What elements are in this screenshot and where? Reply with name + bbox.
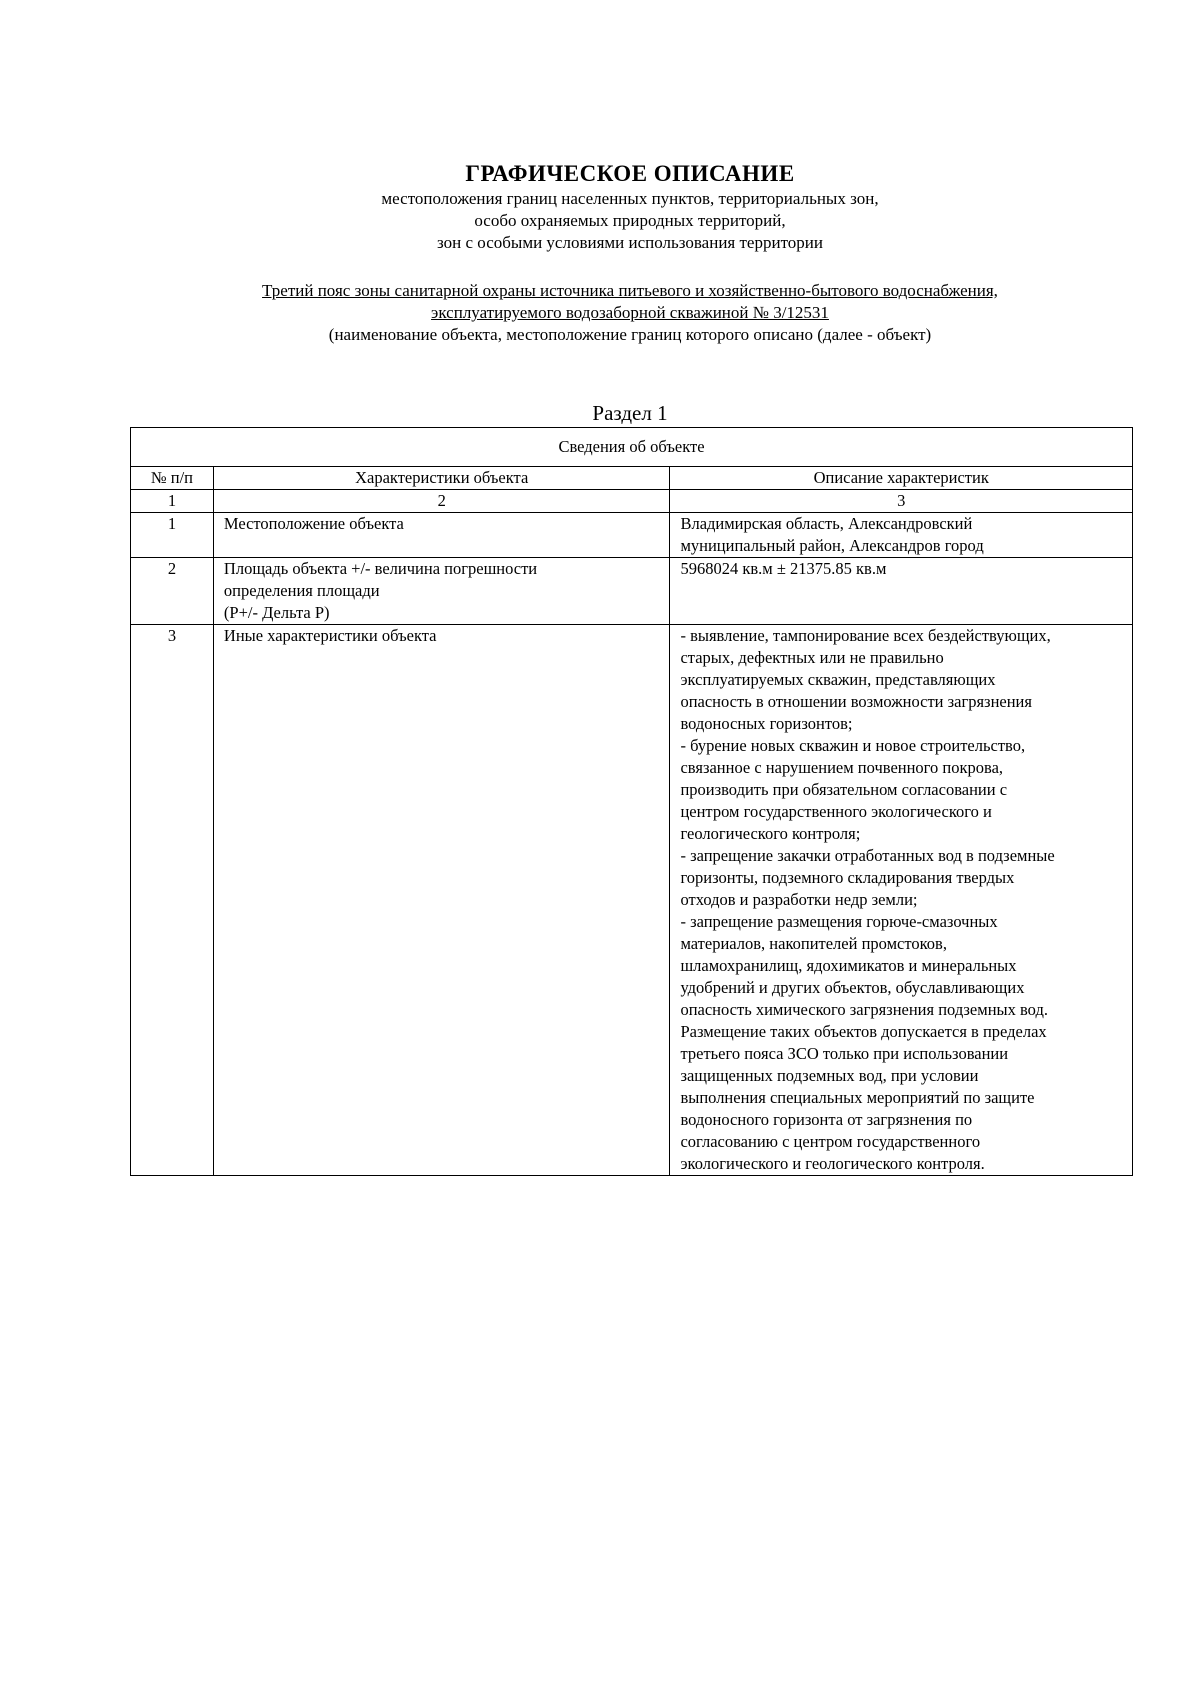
row-characteristic: Иные характеристики объекта: [213, 625, 670, 1176]
subtitle-line: зон с особыми условиями использования территории: [437, 233, 823, 252]
object-name-block: [0, 280, 1200, 346]
table-row: [131, 513, 1133, 558]
table-row: [131, 625, 1133, 1176]
object-name-note: (наименование объекта, местоположение границ которого описано (далее - объект): [328, 325, 932, 344]
row-description: - выявление, тампонирование всех бездействующих, старых, дефектных или не правильно эксплуатируемых скважин, представляющих опасность в отношении возможности загрязнения водоносных горизонтов; - бурение новых скважин и новое строительство, связанное с нарушением почвенного покрова, производить при обязательном согласовании с центром государственного экологического и геологического контроля; - запрещение закачки отработанных вод в подземные горизонты, подземного складирования твердых отходов и разработки недр земли; - запрещение размещения горюче-смазочных материалов, накопителей промстоков, шламохранилищ, ядохимикатов и минеральных удобрений и других объектов, обуславливающих опасность химического загрязнения подземных вод. Размещение таких объектов допускается в пределах третьего пояса ЗСО только при использовании защищенных подземных вод, при условии выполнения специальных мероприятий по защите водоносного горизонта от загрязнения по согласованию с центром государственного экологического и геологического контроля.: [670, 625, 1133, 1176]
object-name-line: эксплуатируемого водозаборной скважиной № 3/12531: [431, 303, 829, 322]
table-caption: Сведения об объекте: [131, 428, 1133, 467]
header-num: № п/п: [131, 467, 214, 490]
header-description: Описание характеристик: [670, 467, 1133, 490]
section-title: Раздел 1: [592, 401, 668, 425]
column-number: 2: [213, 490, 670, 513]
row-description: Владимирская область, Александровский муниципальный район, Александров город: [670, 513, 1133, 558]
column-number: 3: [670, 490, 1133, 513]
row-number: 3: [131, 625, 214, 1176]
subtitle-line: особо охраняемых природных территорий,: [474, 211, 786, 230]
row-characteristic: Площадь объекта +/- величина погрешности определения площади (Р+/- Дельта Р): [213, 558, 670, 625]
table-caption-row: [131, 428, 1133, 467]
row-number: 2: [131, 558, 214, 625]
row-number: 1: [131, 513, 214, 558]
header-characteristic: Характеристики объекта: [213, 467, 670, 490]
column-number: 1: [131, 490, 214, 513]
row-characteristic: Местоположение объекта: [213, 513, 670, 558]
column-number-row: [131, 490, 1133, 513]
row-description: 5968024 кв.м ± 21375.85 кв.м: [670, 558, 1133, 625]
document-heading: [0, 160, 1200, 254]
table-header-row: [131, 467, 1133, 490]
table-row: [131, 558, 1133, 625]
object-name-line: Третий пояс зоны санитарной охраны источника питьевого и хозяйственно-бытового водоснабжения,: [262, 281, 998, 300]
object-info-table: [130, 427, 1133, 1176]
subtitle-line: местоположения границ населенных пунктов, территориальных зон,: [381, 189, 879, 208]
document-title: ГРАФИЧЕСКОЕ ОПИСАНИЕ: [465, 161, 795, 186]
